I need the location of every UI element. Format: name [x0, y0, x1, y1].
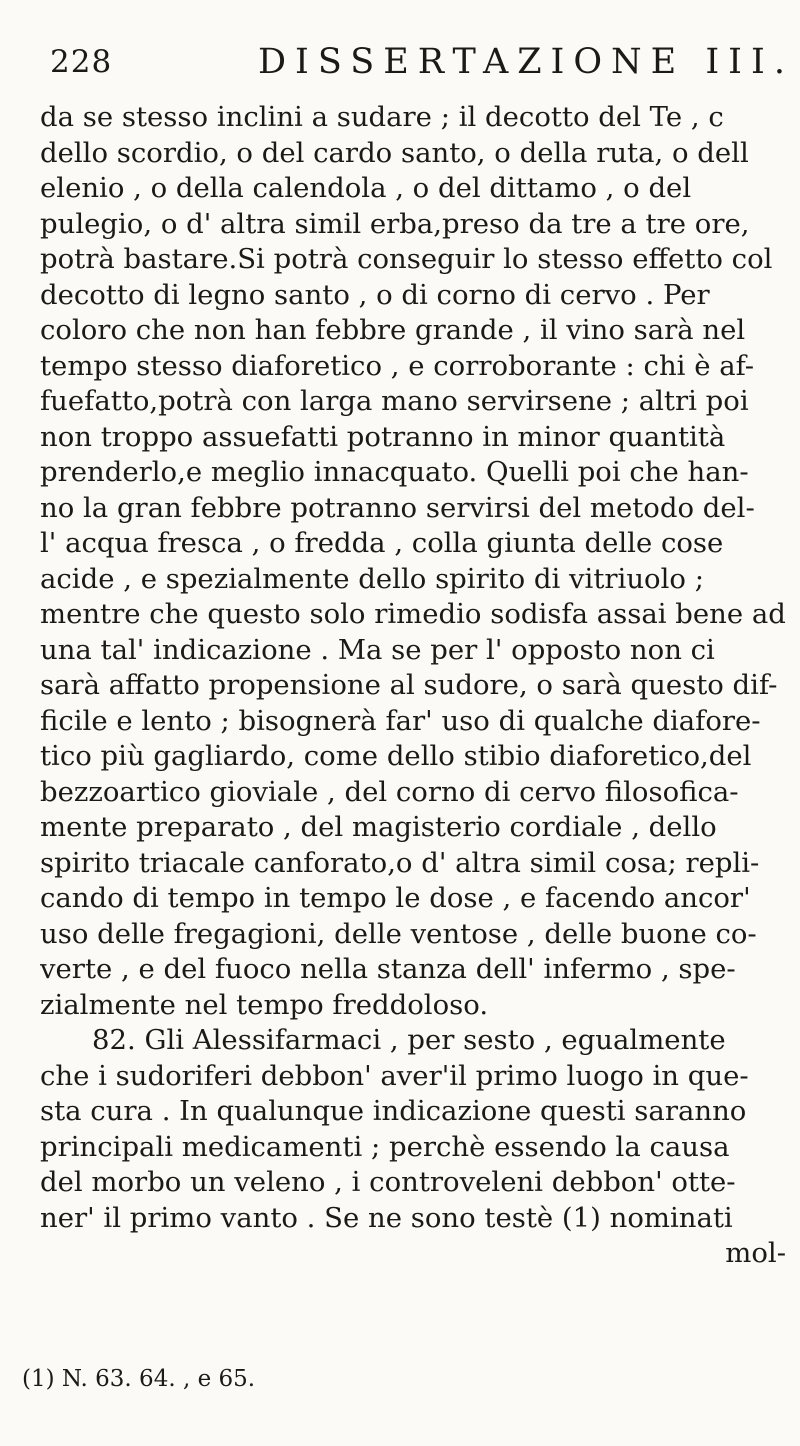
text-line: dello scordio, o del cardo santo, o della ruta, o dell	[40, 136, 749, 169]
text-line: acide , e spezialmente dello spirito di vitriuolo ;	[40, 562, 704, 595]
text-line: elenio , o della calendola , o del dittamo , o del	[40, 172, 692, 204]
text-line: l' acqua fresca , o fredda , colla giunta delle cose	[40, 527, 724, 559]
text-line: bezzoartico gioviale , del corno di cervo filosofica-	[40, 775, 739, 808]
text-line: potrà bastare.Si potrà conseguir lo stesso effetto col	[40, 243, 773, 275]
catchword: mol-	[725, 1237, 786, 1269]
text-line: sarà affatto propensione al sudore, o sarà questo dif-	[40, 669, 778, 701]
text-line: cando di tempo in tempo le dose , e facendo ancor'	[40, 882, 751, 914]
text-line: coloro che non han febbre grande , il vino sarà nel	[40, 314, 746, 346]
text-line: da se stesso inclini a sudare ; il decotto del Te , c	[40, 101, 724, 133]
text-line: principali medicamenti ; perchè essendo la causa	[40, 1130, 730, 1163]
text-line: una tal' indicazione . Ma se per l' opposto non ci	[40, 633, 715, 666]
text-line: ficile e lento ; bisognerà far' uso di qualche diafore-	[40, 704, 761, 737]
text-line: pulegio, o d' altra simil erba,preso da tre a tre ore,	[40, 207, 750, 240]
text-line: verte , e del fuoco nella stanza dell' infermo , spe-	[40, 953, 736, 985]
running-title: DISSERTAZIONE III.	[258, 42, 794, 82]
text-line: fuefatto,potrà con larga mano servirsene ; altri poi	[40, 385, 749, 417]
text-line: mente preparato , del magisterio cordiale , dello	[40, 811, 717, 843]
text-line: sta cura . In qualunque indicazione questi saranno	[40, 1095, 747, 1127]
text-line: non troppo assuefatti potranno in minor quantità	[40, 420, 726, 453]
text-line: prenderlo,e meglio innacquato. Quelli poi che han-	[40, 456, 749, 488]
text-line: spirito triacale canforato,o d' altra simil cosa; repli-	[40, 846, 760, 879]
text-line: tico più gagliardo, come dello stibio diaforetico,del	[40, 740, 752, 772]
footnote: (1) N. 63. 64. , e 65.	[22, 1366, 256, 1392]
text-line: uso delle fregagioni, delle ventose , delle buone co-	[40, 917, 757, 950]
text-line: mentre che questo solo rimedio sodisfa assai bene ad	[40, 598, 786, 630]
text-line: zialmente nel tempo freddoloso.	[40, 988, 489, 1021]
text-line: ner' il primo vanto . Se ne sono testè (1) nominati	[40, 1201, 733, 1234]
text-line: decotto di legno santo , o di corno di cervo . Per	[40, 278, 710, 311]
text-line: tempo stesso diaforetico , e corroborante : chi è af-	[40, 349, 755, 382]
text-line: no la gran febbre potranno servirsi del metodo del-	[40, 491, 755, 524]
page-header	[50, 38, 794, 88]
page-number: 228	[50, 44, 113, 80]
paragraph-82-start: 82. Gli Alessifarmaci , per sesto , egualmente	[92, 1024, 726, 1056]
body-text	[40, 100, 792, 1272]
text-line: che i sudoriferi debbon' aver'il primo luogo in que-	[40, 1059, 749, 1092]
text-line: del morbo un veleno , i controveleni debbon' otte-	[40, 1166, 736, 1198]
